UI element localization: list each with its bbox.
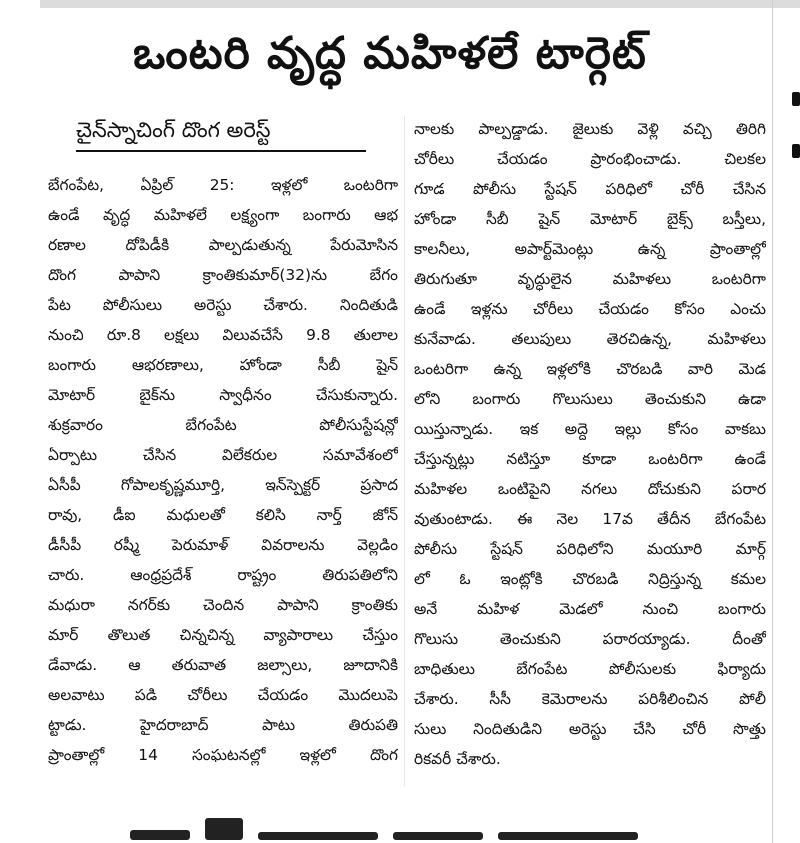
right-column-rule: [772, 0, 773, 843]
body-line: రికవరీ చేశారు.: [414, 750, 501, 768]
body-line: ఏసీపీ గోపాలకృష్ణమూర్తి, ఇన్‌స్పెక్టర్ ప్రసాద: [48, 476, 398, 494]
body-line: ఉండే వృద్ధ మహిళలే లక్ష్యంగా బంగారు ఆభ: [48, 206, 398, 224]
body-line: పేట పోలీసులు అరెస్టు చేశారు. నిందితుడి: [48, 296, 398, 314]
body-line: ట్టాడు. హైదరాబాద్ పాటు తిరుపతి: [48, 716, 398, 734]
body-line: పోలీసు స్టేషన్ పరిధిలోని మయూరి మార్గ్: [414, 540, 766, 558]
body-line: గొలుసు తెంచుకుని పరారయ్యాడు. దీంతో: [414, 630, 766, 648]
body-line: డేవాడు. ఆ తరువాత జల్సాలు, జూదానికి: [48, 656, 398, 674]
body-line: ప్రాంతాల్లో 14 సంఘటనల్లో ఇళ్లలో దొంగ: [48, 746, 398, 764]
body-line: నాలకు పాల్పడ్డాడు. జైలుకు వెళ్లి వచ్చి తిరిగి: [414, 120, 766, 138]
body-line: కాలనీలు, అపార్ట్‌మెంట్లు ఉన్న ప్రాంతాల్లో: [414, 240, 766, 258]
body-line: శుక్రవారం బేగంపేట పోలీసుస్టేషన్లో: [48, 416, 398, 434]
body-line: బేగంపేట, ఏప్రిల్ 25: ఇళ్లలో ఒంటరిగా: [48, 176, 398, 194]
body-line: దొంగ పాపాని క్రాంతికుమార్(32)ను బేగం: [48, 266, 398, 284]
body-line: గూడ పోలీసు స్టేషన్ పరిధిలో చోరీ చేసిన: [414, 180, 766, 198]
body-line: చారు. ఆంధ్రప్రదేశ్ రాష్ట్రం తిరుపతిలోని: [48, 566, 398, 584]
adjacent-article-fragment: [792, 92, 800, 106]
body-line: బంగారు ఆభరణాలు, హోండా సీబీ షైన్: [48, 356, 398, 374]
body-line: చేశారు. సీసీ కెమెరాలను పరిశీలించిన పోలీ: [414, 690, 766, 708]
body-line: లో ఓ ఇంట్లోకి చొరబడి నిద్రిస్తున్న కమల: [414, 570, 766, 588]
body-line: నుంచి రూ.8 లక్షలు విలువచేసే 9.8 తులాల: [48, 326, 398, 344]
article-headline: ఒంటరి వృద్ధ మహిళలే టార్గెట్: [133, 28, 647, 79]
body-line: అలవాటు పడి చోరీలు చేయడం మొదలుపె: [48, 686, 398, 704]
article-subheadline: చైన్‌స్నాచింగ్ దొంగ అరెస్ట్: [76, 118, 366, 152]
body-line: మహిళల ఒంటిపైని నగలు దోచుకుని పరార: [414, 480, 766, 498]
body-line: ఏర్పాటు చేసిన విలేకరుల సమావేశంలో: [48, 446, 398, 464]
body-line: తిరుగుతూ వృద్ధులైన మహిళలు ఒంటరిగా: [414, 270, 766, 288]
body-line: సులు నిందితుడిని అరెస్టు చేసి చోరీ సొత్తు: [414, 720, 766, 738]
column-divider: [404, 116, 405, 786]
next-article-headline-fragment: [130, 818, 730, 843]
body-line: మార్ తొలుత చిన్నచిన్న వ్యాపారాలు చేస్తుం: [48, 626, 398, 644]
body-line: రావు, డీఐ మధులతో కలిసి నార్త్ జోన్: [48, 506, 398, 524]
body-line: డీసీపీ రష్మీ పెరుమాళ్ వివరాలను వెల్లడిం: [48, 536, 398, 554]
body-line: బాధితులు బేగంపేట పోలీసులకు ఫిర్యాదు: [414, 660, 766, 678]
body-line: కునేవాడు. తలుపులు తెరచిఉన్న, మహిళలు: [414, 330, 766, 348]
body-line: ఒంటరిగా ఉన్న ఇళ్లలోకి చొరబడి వారి మెడ: [414, 360, 766, 378]
body-line: చేస్తున్నట్లు నటిస్తూ కూడా ఒంటరిగా ఉండే: [414, 450, 766, 468]
article-column-1: [48, 170, 398, 770]
body-line: రణాల దోపిడీకి పాల్పడుతున్న పేరుమోసిన: [48, 236, 398, 254]
adjacent-article-fragment: [792, 144, 800, 158]
body-line: హోండా సీబీ షైన్ మోటార్ బైక్స్ బస్తీలు,: [414, 210, 766, 228]
body-line: మోటార్ బైక్‌ను స్వాధీనం చేసుకున్నారు.: [48, 386, 398, 404]
body-line: ఉండే ఇళ్లను చోరీలు చేయడం కోసం ఎంచు: [414, 300, 766, 318]
top-gray-band: [40, 0, 800, 8]
body-line: వుతుంటాడు. ఈ నెల 17వ తేదీన బేగంపేట: [414, 510, 766, 528]
body-line: మధురా నగర్‌కు చెందిన పాపాని క్రాంతికు: [48, 596, 398, 614]
body-line: లోని బంగారు గొలుసులు తెంచుకుని ఉడా: [414, 390, 766, 408]
body-line: చోరీలు చేయడం ప్రారంభించాడు. చిలకల: [414, 150, 766, 168]
body-line: అనే మహిళ మెడలో నుంచి బంగారు: [414, 600, 766, 618]
article-column-2: [414, 114, 766, 774]
body-line: యిస్తున్నాడు. ఇక అద్దె ఇల్లు కోసం వాకబు: [414, 420, 766, 438]
